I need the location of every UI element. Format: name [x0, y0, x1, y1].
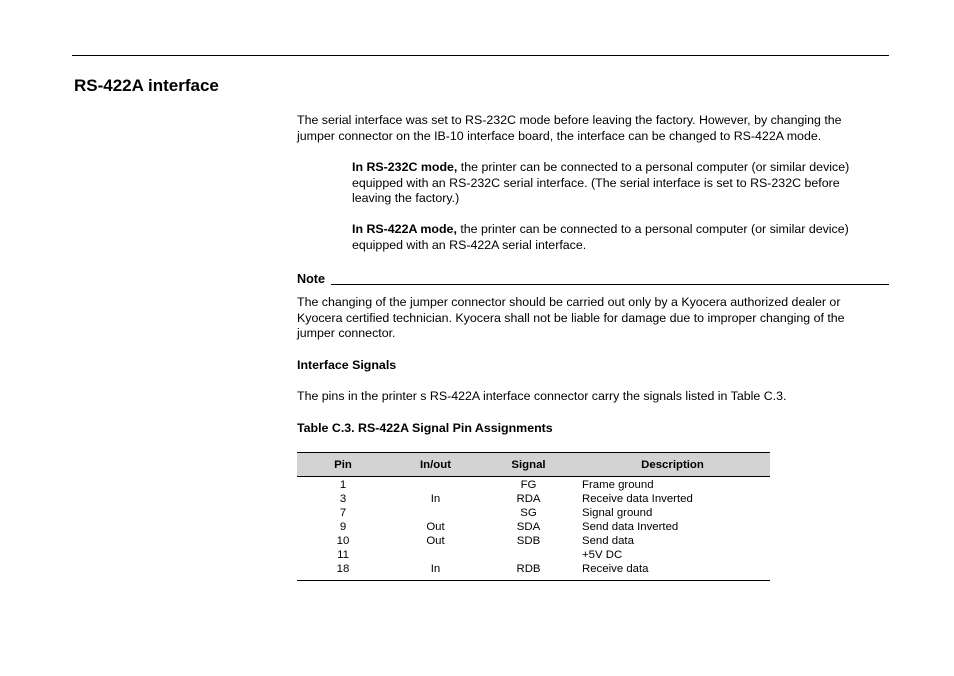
inout-cell: In: [430, 493, 441, 505]
rs422a-mode-paragraph: [352, 222, 882, 253]
rs232c-mode-text: the printer can be connected to a personal computer (or similar device) equipped with an RS-232C serial interface. (The serial interface is set to RS-232C before leaving the factory.): [352, 160, 850, 205]
note-heading: [297, 270, 889, 287]
description-cell: Signal ground: [582, 507, 653, 519]
pin-cell: 10: [336, 535, 350, 547]
table-row: [297, 534, 770, 548]
signal-cell: [482, 548, 575, 562]
signal-cell: RDB: [482, 562, 575, 581]
pin-cell: 7: [339, 507, 347, 519]
section-title: RS-422A interface: [74, 76, 219, 95]
header-description: Description: [575, 453, 770, 477]
inout-cell: Out: [426, 521, 445, 533]
rs422a-mode-text: the printer can be connected to a personal computer (or similar device) equipped with an RS-422A serial interface.: [352, 222, 849, 252]
table-caption: Table C.3. RS-422A Signal Pin Assignments: [297, 421, 553, 435]
table-row: [297, 506, 770, 520]
interface-signals-paragraph: The pins in the printer s RS-422A interface connector carry the signals listed in Table C.3.: [297, 389, 787, 403]
pin-cell: 1: [339, 479, 347, 491]
intro-paragraph: The serial interface was set to RS-232C mode before leaving the factory. However, by changing the jumper connector on the IB-10 interface board, the interface can be changed to RS-422A mode.: [297, 113, 842, 143]
table-row: [297, 477, 770, 493]
table-row: [297, 492, 770, 506]
interface-signals-heading: Interface Signals: [297, 358, 397, 372]
inout-cell: [389, 548, 482, 562]
signal-cell: SG: [520, 507, 537, 519]
pin-assignment-table: [297, 452, 770, 581]
table-header-row: [297, 453, 770, 477]
signal-cell: RDA: [516, 493, 541, 505]
description-cell: Send data: [582, 535, 634, 547]
header-pin: Pin: [297, 453, 389, 477]
rs422a-mode-label: In RS-422A mode,: [352, 222, 457, 236]
inout-cell: Out: [426, 535, 445, 547]
inout-cell: [389, 506, 482, 520]
pin-cell: 18: [297, 562, 389, 581]
description-cell: Receive data: [575, 562, 770, 581]
description-cell: +5V DC: [582, 549, 623, 561]
table-row: [297, 548, 770, 562]
pin-cell: 3: [339, 493, 347, 505]
signal-cell: SDB: [516, 535, 541, 547]
header-inout: In/out: [389, 453, 482, 477]
table-row: [297, 562, 770, 581]
signal-cell: FG: [520, 479, 537, 491]
inout-cell: In: [389, 562, 482, 581]
description-cell: Receive data Inverted: [582, 493, 693, 505]
description-cell: Frame ground: [582, 479, 654, 491]
top-rule: [72, 55, 889, 56]
note-label: Note: [297, 272, 325, 286]
note-rule: [331, 284, 889, 285]
pin-cell: 11: [337, 549, 349, 561]
header-signal: Signal: [482, 453, 575, 477]
note-paragraph: The changing of the jumper connector should be carried out only by a Kyocera authorized dealer or Kyocera certified technician. Kyocera shall not be liable for damage due to improper changing of the jumper connector.: [297, 295, 845, 340]
signal-cell: SDA: [516, 521, 541, 533]
rs232c-mode-paragraph: [352, 160, 882, 207]
inout-cell: [389, 477, 482, 493]
pin-cell: 9: [339, 521, 347, 533]
rs232c-mode-label: In RS-232C mode,: [352, 160, 458, 174]
table-row: [297, 520, 770, 534]
description-cell: Send data Inverted: [582, 521, 679, 533]
